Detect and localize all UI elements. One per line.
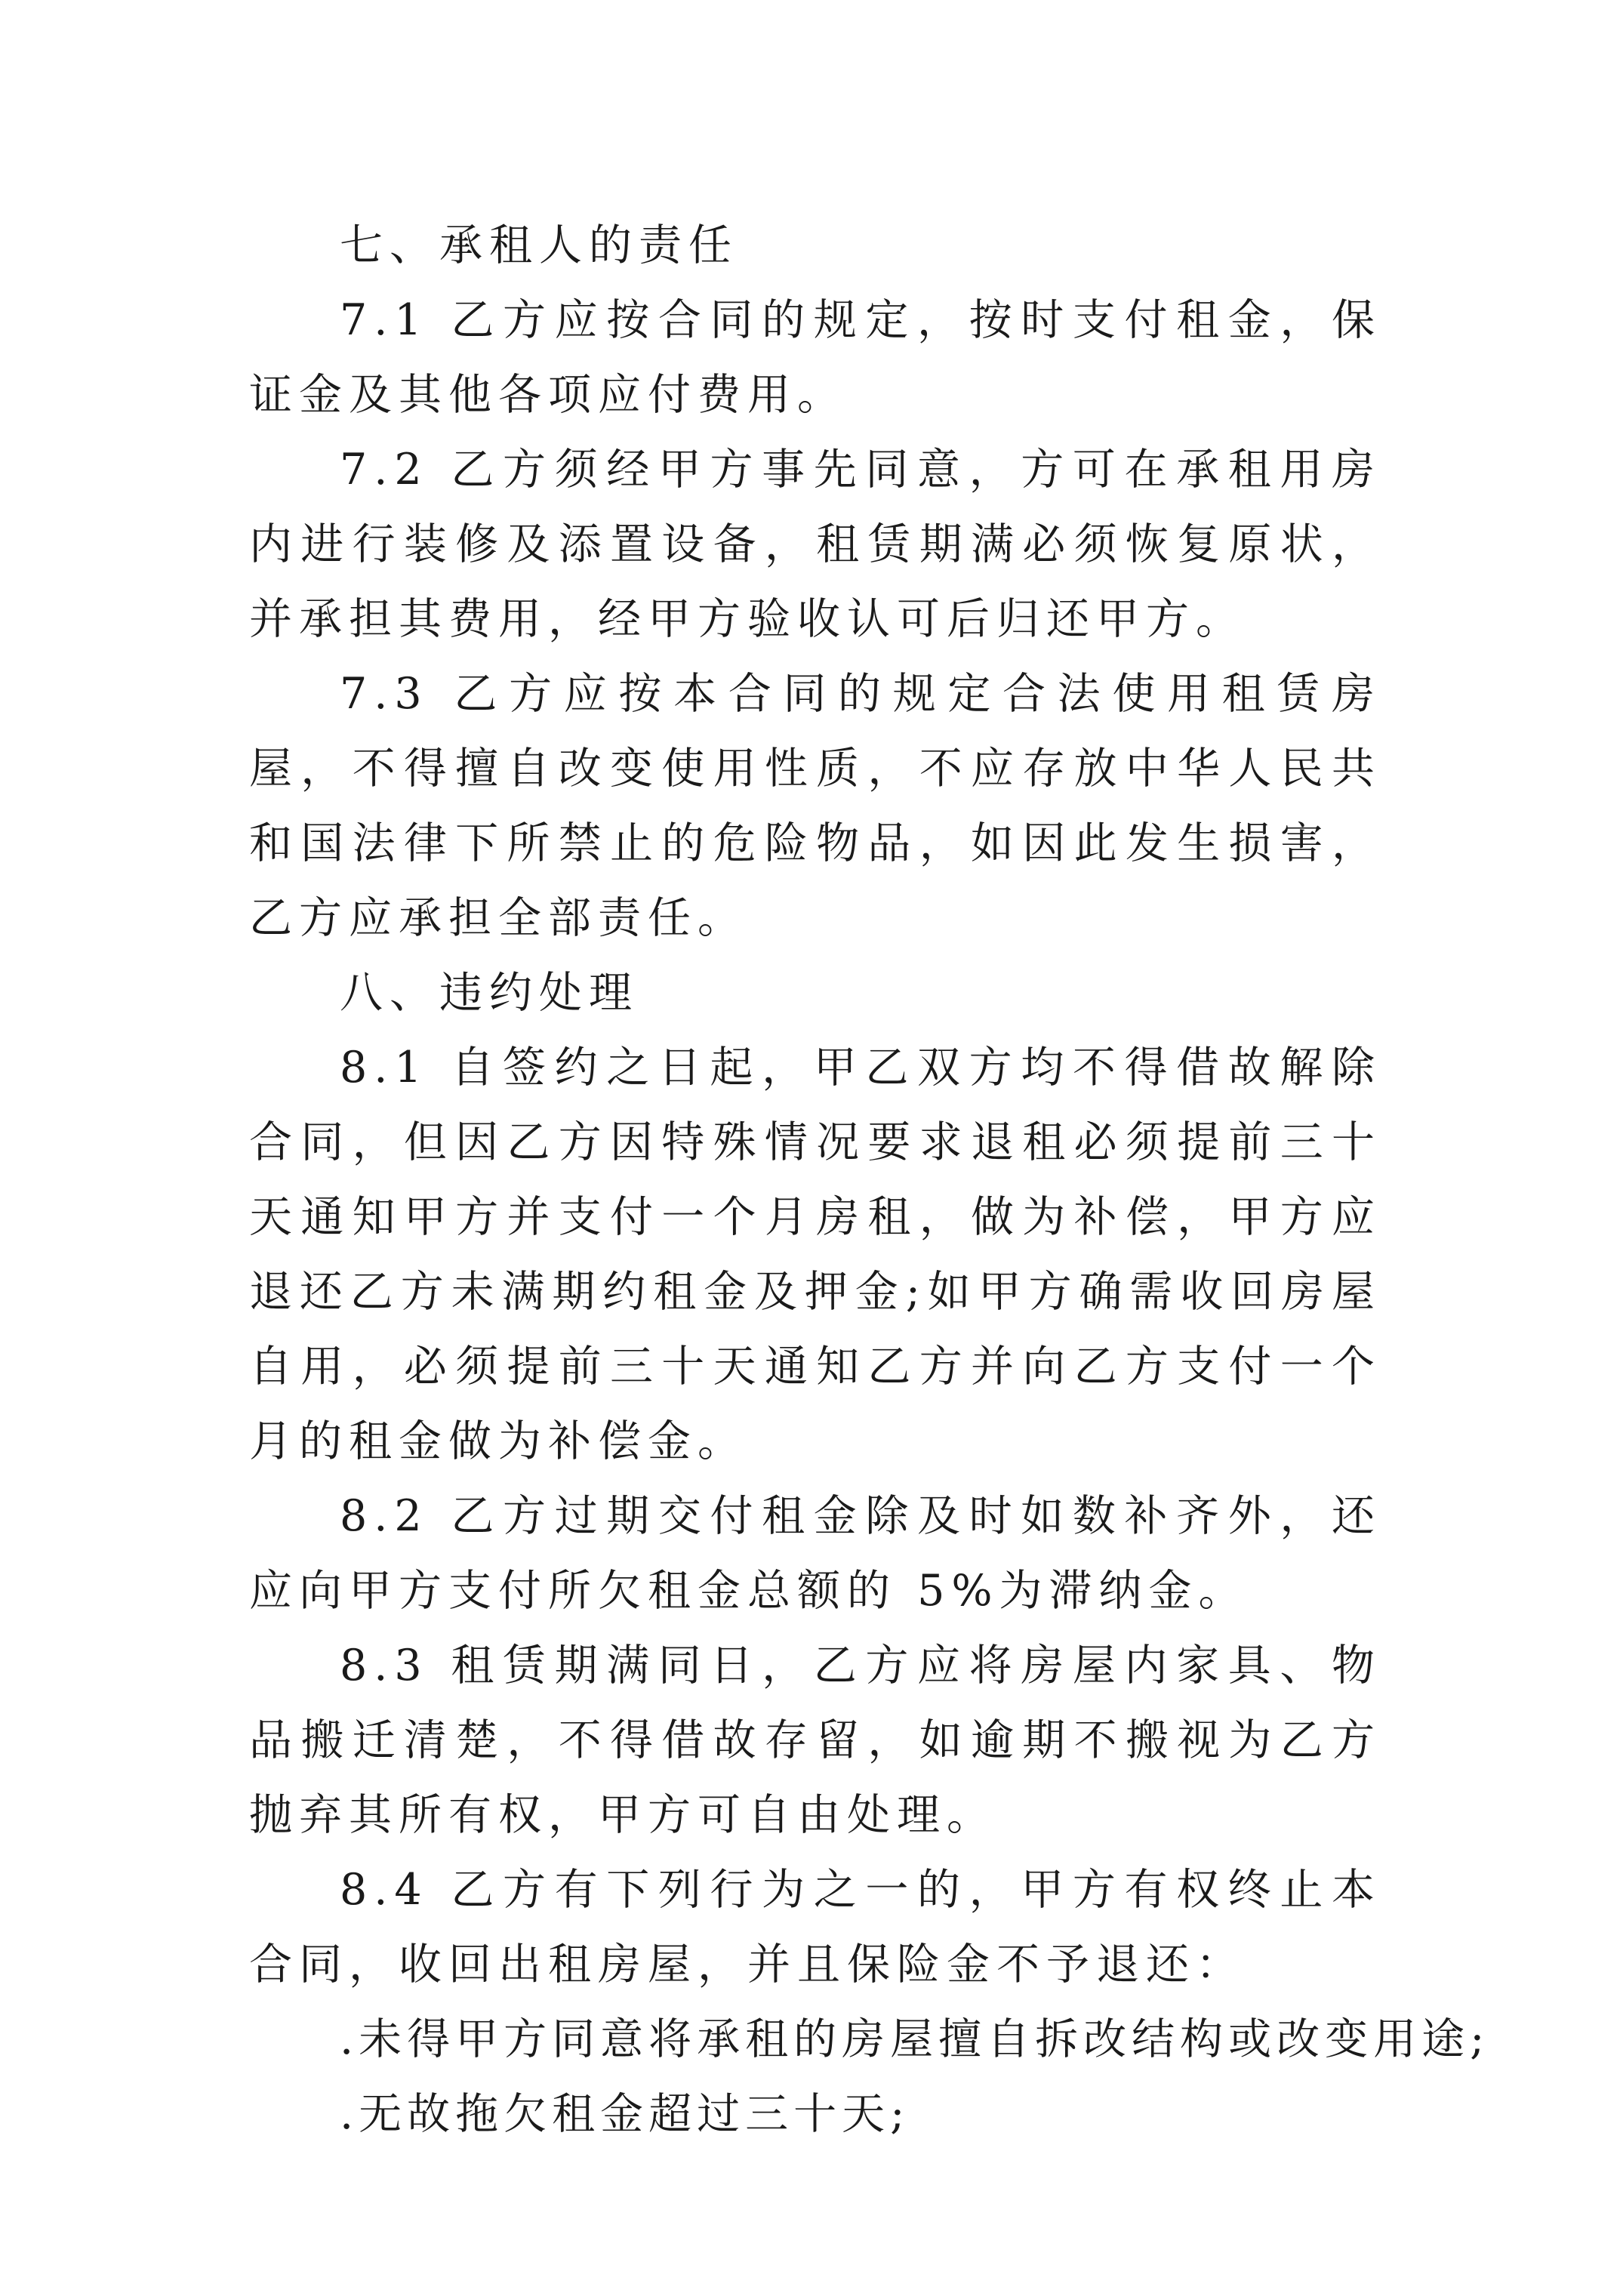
clause-8-1: 8.1 自签约之日起，甲乙双方均不得借故解除合同，但因乙方因特殊情况要求退租必须提前三十天通知甲方并支付一个月房租，做为补偿，甲方应退还乙方未满期约租金及押金;如甲方确需收回房屋自用，必须提前三十天通知乙方并向乙方支付一个月的租金做为补偿金。 — [249, 1043, 1381, 1466]
section-heading-8: 八、违约处理 — [340, 968, 639, 1018]
clause-7-3: 7.3 乙方应按本合同的规定合法使用租赁房屋，不得擅自改变使用性质，不应存放中华人民共和国法律下所禁止的危险物品，如因此发生损害，乙方应承担全部责任。 — [249, 669, 1381, 943]
clause-7-1: 7.1 乙方应按合同的规定，按时支付租金，保证金及其他各项应付费用。 — [249, 295, 1381, 420]
list-item: .无故拖欠租金超过三十天; — [340, 2089, 910, 2139]
list-item: .未得甲方同意将承租的房屋擅自拆改结构或改变用途; — [340, 2014, 1490, 2064]
clause-7-2: 7.2 乙方须经甲方事先同意，方可在承租用房内进行装修及添置设备，租赁期满必须恢复原状，并承担其费用，经甲方验收认可后归还甲方。 — [249, 445, 1381, 644]
clause-8-2: 8.2 乙方过期交付租金除及时如数补齐外，还应向甲方支付所欠租金总额的 5%为滞纳金。 — [249, 1491, 1381, 1616]
section-heading-7: 七、承租人的责任 — [340, 220, 738, 270]
clause-8-3: 8.3 租赁期满同日，乙方应将房屋内家具、物品搬迁清楚，不得借故存留，如逾期不搬视为乙方抛弃其所有权，甲方可自由处理。 — [249, 1641, 1381, 1840]
document-body — [249, 208, 1490, 2152]
clause-8-4: 8.4 乙方有下列行为之一的，甲方有权终止本合同，收回出租房屋，并且保险金不予退还： — [249, 1865, 1381, 1989]
